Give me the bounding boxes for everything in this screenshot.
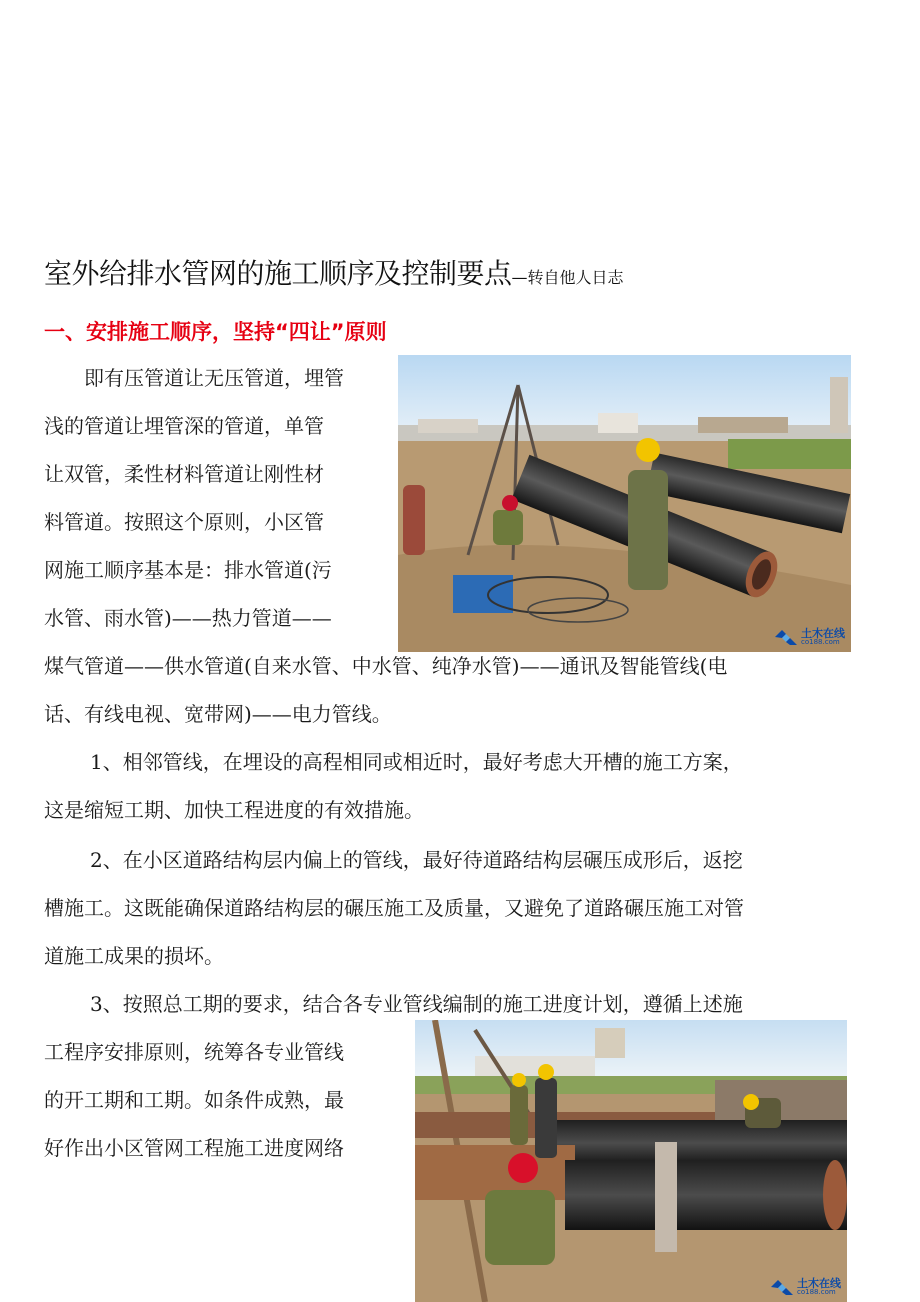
text-line: 的开工期和工期。如条件成熟，最 <box>44 1088 344 1112</box>
item-1-paragraph <box>44 738 743 834</box>
photo-2-watermark <box>771 1278 841 1296</box>
watermark-en: co188.com <box>797 1288 836 1296</box>
title-suffix: —转自他人日志 <box>511 268 624 287</box>
text-line: 1、相邻管线，在埋设的高程相同或相近时，最好考虑大开槽的施工方案， <box>90 750 743 774</box>
item-2-paragraph <box>44 836 744 980</box>
photo-1-illustration <box>398 355 851 652</box>
text-line: 话、有线电视、宽带网)——电力管线。 <box>44 702 392 726</box>
construction-photo-2 <box>415 1020 847 1302</box>
title-main: 室外给排水管网的施工顺序及控制要点 <box>44 257 512 290</box>
co188-logo-icon <box>771 1279 793 1295</box>
text-line: 网施工顺序基本是：排水管道(污 <box>44 558 332 582</box>
watermark-cn: 土木在线 <box>797 1277 841 1290</box>
document-title <box>44 252 624 292</box>
text-line: 让双管，柔性材料管道让刚性材 <box>44 462 324 486</box>
text-line: 好作出小区管网工程施工进度网络 <box>44 1136 344 1160</box>
construction-photo-1 <box>398 355 851 652</box>
text-line: 即有压管道让无压管道，埋管 <box>84 366 344 390</box>
text-line: 煤气管道——供水管道(自来水管、中水管、纯净水管)——通讯及智能管线(电 <box>44 654 728 678</box>
watermark-cn: 土木在线 <box>801 627 845 640</box>
section-heading: 一、安排施工顺序，坚持“四让”原则 <box>44 320 387 344</box>
text-line: 槽施工。这既能确保道路结构层的碾压施工及质量，又避免了道路碾压施工对管 <box>44 896 744 920</box>
text-line: 料管道。按照这个原则，小区管 <box>44 510 324 534</box>
text-line: 水管、雨水管)——热力管道—— <box>44 606 332 630</box>
text-line: 浅的管道让埋管深的管道，单管 <box>44 414 324 438</box>
text-line: 2、在小区道路结构层内偏上的管线，最好待道路结构层碾压成形后，返挖 <box>90 848 743 872</box>
text-line: 工程序安排原则，统筹各专业管线 <box>44 1040 344 1064</box>
text-line: 3、按照总工期的要求，结合各专业管线编制的施工进度计划，遵循上述施 <box>90 992 743 1016</box>
co188-logo-icon <box>775 629 797 645</box>
photo-2-illustration <box>415 1020 847 1302</box>
watermark-en: co188.com <box>801 638 840 646</box>
text-line: 道施工成果的损坏。 <box>44 944 224 968</box>
photo-1-watermark <box>775 628 845 646</box>
text-line: 这是缩短工期、加快工程进度的有效措施。 <box>44 798 424 822</box>
